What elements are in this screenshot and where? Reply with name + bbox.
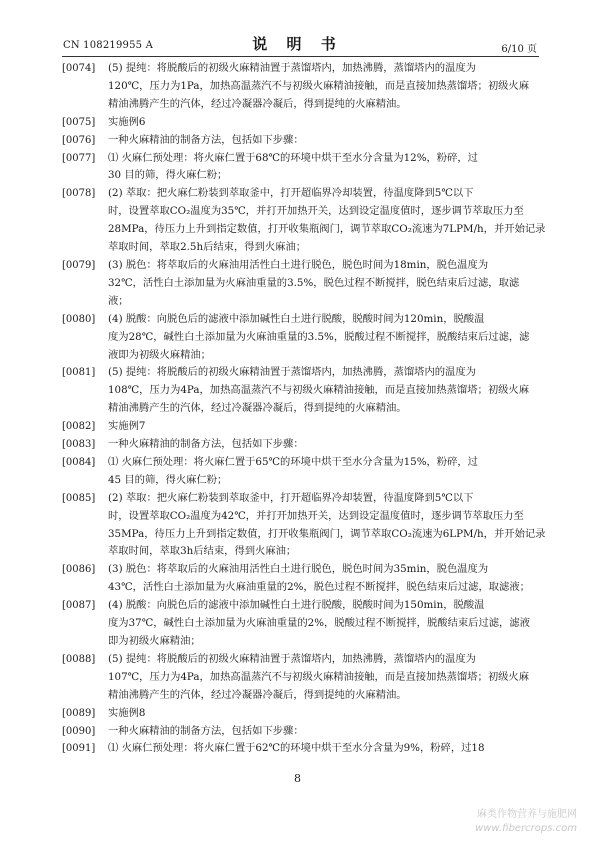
- paragraph-text: [108, 740, 540, 758]
- text-line: 实施例6: [108, 115, 146, 128]
- text-line: 一种火麻精油的制备方法，包括如下步骤：: [108, 438, 304, 451]
- paragraph-number: [0088]: [62, 653, 96, 665]
- paragraph-number: [0090]: [62, 725, 96, 737]
- text-line: 度为37℃，碱性白土添加量为火麻油重量的2%，脱酸过程不断搅拌，脱酸结束后过滤，滤液: [108, 617, 530, 630]
- paragraph-text: [108, 436, 540, 454]
- paragraph-text: [108, 597, 540, 651]
- paragraph: [62, 723, 540, 741]
- watermark: [475, 808, 577, 836]
- document-title: 说 明 书: [252, 35, 343, 53]
- paragraph-text: [108, 132, 540, 150]
- page-indicator: 6/10 页: [501, 44, 537, 55]
- text-line: (2) 萃取：把火麻仁粉装到萃取釜中，打开超临界冷却装置，待温度降到5℃以下: [108, 491, 474, 504]
- paragraph-number: [0087]: [62, 600, 96, 612]
- paragraph-number: [0089]: [62, 707, 96, 719]
- paragraph-text: [108, 418, 540, 436]
- paragraph-number: [0084]: [62, 456, 96, 468]
- text-line: 实施例8: [108, 706, 146, 719]
- text-line: 时，设置萃取CO₂温度为42℃，并打开加热开关，达到设定温度值时，逐步调节萃取压力至: [108, 509, 524, 522]
- text-line: ⑴ 火麻仁预处理：将火麻仁置于65℃的环境中烘干至水分含量为15%，粉碎，过: [108, 455, 478, 468]
- paragraph-number: [0081]: [62, 367, 96, 379]
- paragraph-number: [0086]: [62, 564, 96, 576]
- paragraph-number: [0077]: [62, 152, 96, 164]
- paragraph-text: [108, 490, 545, 562]
- paragraph: [62, 705, 540, 723]
- paragraph: [62, 597, 540, 651]
- text-line: 精油沸腾产生的汽体，经过冷凝器冷凝后，得到提纯的火麻精油。: [108, 688, 407, 701]
- text-line: 度为28℃，碱性白土添加量为火麻油重量的3.5%，脱酸过程不断搅拌，脱酸结束后过滤，滤: [108, 330, 530, 343]
- watermark-text: 麻类作物营养与施肥网: [477, 809, 577, 820]
- text-line: 120℃，压力为1Pa，加热高温蒸汽不与初级火麻精油接触，而是直接加热蒸馏塔；初级火麻: [108, 79, 530, 92]
- text-line: 液；: [108, 294, 129, 307]
- text-line: 时，设置萃取CO₂温度为35℃，并打开加热开关，达到设定温度值时，逐步调节萃取压力至: [108, 205, 524, 218]
- paragraph-text: [108, 114, 540, 132]
- text-line: 萃取时间，萃取2.5h后结束，得到火麻油；: [108, 241, 307, 254]
- text-line: (5) 提纯：将脱酸后的初级火麻精油置于蒸馏塔内，加热沸腾，蒸馏塔内的温度为: [108, 62, 476, 74]
- paragraph-text: [108, 311, 540, 365]
- paragraph: [62, 561, 540, 597]
- text-line: (3) 脱色：将萃取后的火麻油用活性白土进行脱色，脱色时间为35min，脱色温度为: [108, 563, 489, 576]
- paragraph-text: [108, 364, 540, 418]
- text-line: (5) 提纯：将脱酸后的初级火麻精油置于蒸馏塔内，加热沸腾，蒸馏塔内的温度为: [108, 366, 476, 379]
- document-body: [62, 60, 546, 758]
- paragraph-number: [0074]: [62, 63, 96, 74]
- text-line: 35MPa，待压力上升到指定数值，打开收集瓶阀门，调节萃取CO₂流速为6LPM/h，并开始记录: [108, 527, 546, 540]
- paragraph-text: [108, 185, 545, 257]
- text-line: 一种火麻精油的制备方法，包括如下步骤：: [108, 724, 304, 737]
- page-number: 8: [294, 772, 301, 785]
- paragraph: [62, 150, 540, 186]
- paragraph-number: [0079]: [62, 259, 96, 271]
- paragraph: [62, 740, 540, 758]
- page-header: [0, 0, 595, 58]
- text-line: 液即为初级火麻精油；: [108, 348, 211, 361]
- paragraph: [62, 185, 546, 257]
- text-line: (3) 脱色：将萃取后的火麻油用活性白土进行脱色，脱色时间为18min，脱色温度为: [108, 258, 489, 271]
- text-line: 精油沸腾产生的汽体，经过冷凝器冷凝后，得到提纯的火麻精油。: [108, 402, 407, 415]
- paragraph-text: [108, 561, 540, 597]
- paragraph-text: [108, 705, 540, 723]
- text-line: (4) 脱酸：向脱色后的滤液中添加碱性白土进行脱酸，脱酸时间为120min，脱酸温: [108, 312, 485, 325]
- text-line: 43℃，活性白土添加量为火麻油重量的2%，脱色过程不断搅拌，脱色结束后过滤，取滤液；: [108, 581, 530, 594]
- paragraph-number: [0091]: [62, 743, 96, 755]
- text-line: 萃取时间，萃取3h后结束，得到火麻油；: [108, 545, 297, 558]
- paragraph-number: [0075]: [62, 116, 96, 128]
- text-line: 28MPa，待压力上升到指定数值，打开收集瓶阀门，调节萃取CO₂流速为7LPM/h，并开始记录: [108, 223, 546, 236]
- header-divider: [62, 56, 539, 57]
- text-line: 108℃，压力为4Pa，加热高温蒸汽不与初级火麻精油接触，而是直接加热蒸馏塔；初级火麻: [108, 384, 530, 397]
- paragraph-text: [108, 150, 540, 186]
- paragraph-text: [108, 723, 540, 741]
- paragraph-text: [108, 454, 540, 490]
- paragraph-number: [0080]: [62, 313, 96, 325]
- text-line: 107℃，压力为4Pa，加热高温蒸汽不与初级火麻精油接触，而是直接加热蒸馏塔；初级火麻: [108, 670, 530, 683]
- paragraph-number: [0083]: [62, 439, 96, 451]
- text-line: 实施例7: [108, 420, 146, 433]
- paragraph: [62, 418, 540, 436]
- text-line: (4) 脱酸：向脱色后的滤液中添加碱性白土进行脱酸，脱酸时间为150min，脱酸温: [108, 599, 485, 612]
- watermark-url: www.fibercrops.com: [475, 823, 577, 834]
- text-line: 45 目的筛，得火麻仁粉；: [108, 473, 228, 486]
- paragraph: [62, 132, 540, 150]
- text-line: 一种火麻精油的制备方法，包括如下步骤：: [108, 133, 304, 146]
- paragraph: [62, 454, 540, 490]
- paragraph: [62, 311, 540, 365]
- paragraph-number: [0078]: [62, 188, 96, 200]
- text-line: 30 目的筛，得火麻仁粉；: [108, 169, 228, 182]
- text-line: (2) 萃取：把火麻仁粉装到萃取釜中，打开超临界冷却装置，待温度降到5℃以下: [108, 187, 474, 200]
- paragraph-text: [108, 257, 540, 311]
- text-line: 32℃，活性白土添加量为火麻油重量的3.5%，脱色过程不断搅拌，脱色结束后过滤，取滤: [108, 276, 520, 289]
- text-line: (5) 提纯：将脱酸后的初级火麻精油置于蒸馏塔内，加热沸腾，蒸馏塔内的温度为: [108, 652, 476, 665]
- paragraph-text: [108, 651, 540, 705]
- paragraph: [62, 364, 540, 418]
- patent-number: CN 108219955 A: [63, 40, 154, 51]
- paragraph-number: [0082]: [62, 421, 96, 433]
- text-line: 即为初级火麻精油；: [108, 635, 201, 647]
- paragraph: [62, 651, 540, 705]
- paragraph: [62, 436, 540, 454]
- text-line: 精油沸腾产生的汽体，经过冷凝器冷凝后，得到提纯的火麻精油。: [108, 97, 407, 110]
- paragraph-text: [108, 60, 540, 114]
- text-line: ⑴ 火麻仁预处理：将火麻仁置于62℃的环境中烘干至水分含量为9%，粉碎，过18: [108, 742, 485, 755]
- paragraph: [62, 60, 540, 114]
- paragraph: [62, 114, 540, 132]
- text-line: ⑴ 火麻仁预处理：将火麻仁置于68℃的环境中烘干至水分含量为12%，粉碎，过: [108, 151, 478, 164]
- paragraph-number: [0076]: [62, 134, 96, 146]
- paragraph: [62, 490, 546, 562]
- paragraph: [62, 257, 540, 311]
- paragraph-number: [0085]: [62, 492, 96, 504]
